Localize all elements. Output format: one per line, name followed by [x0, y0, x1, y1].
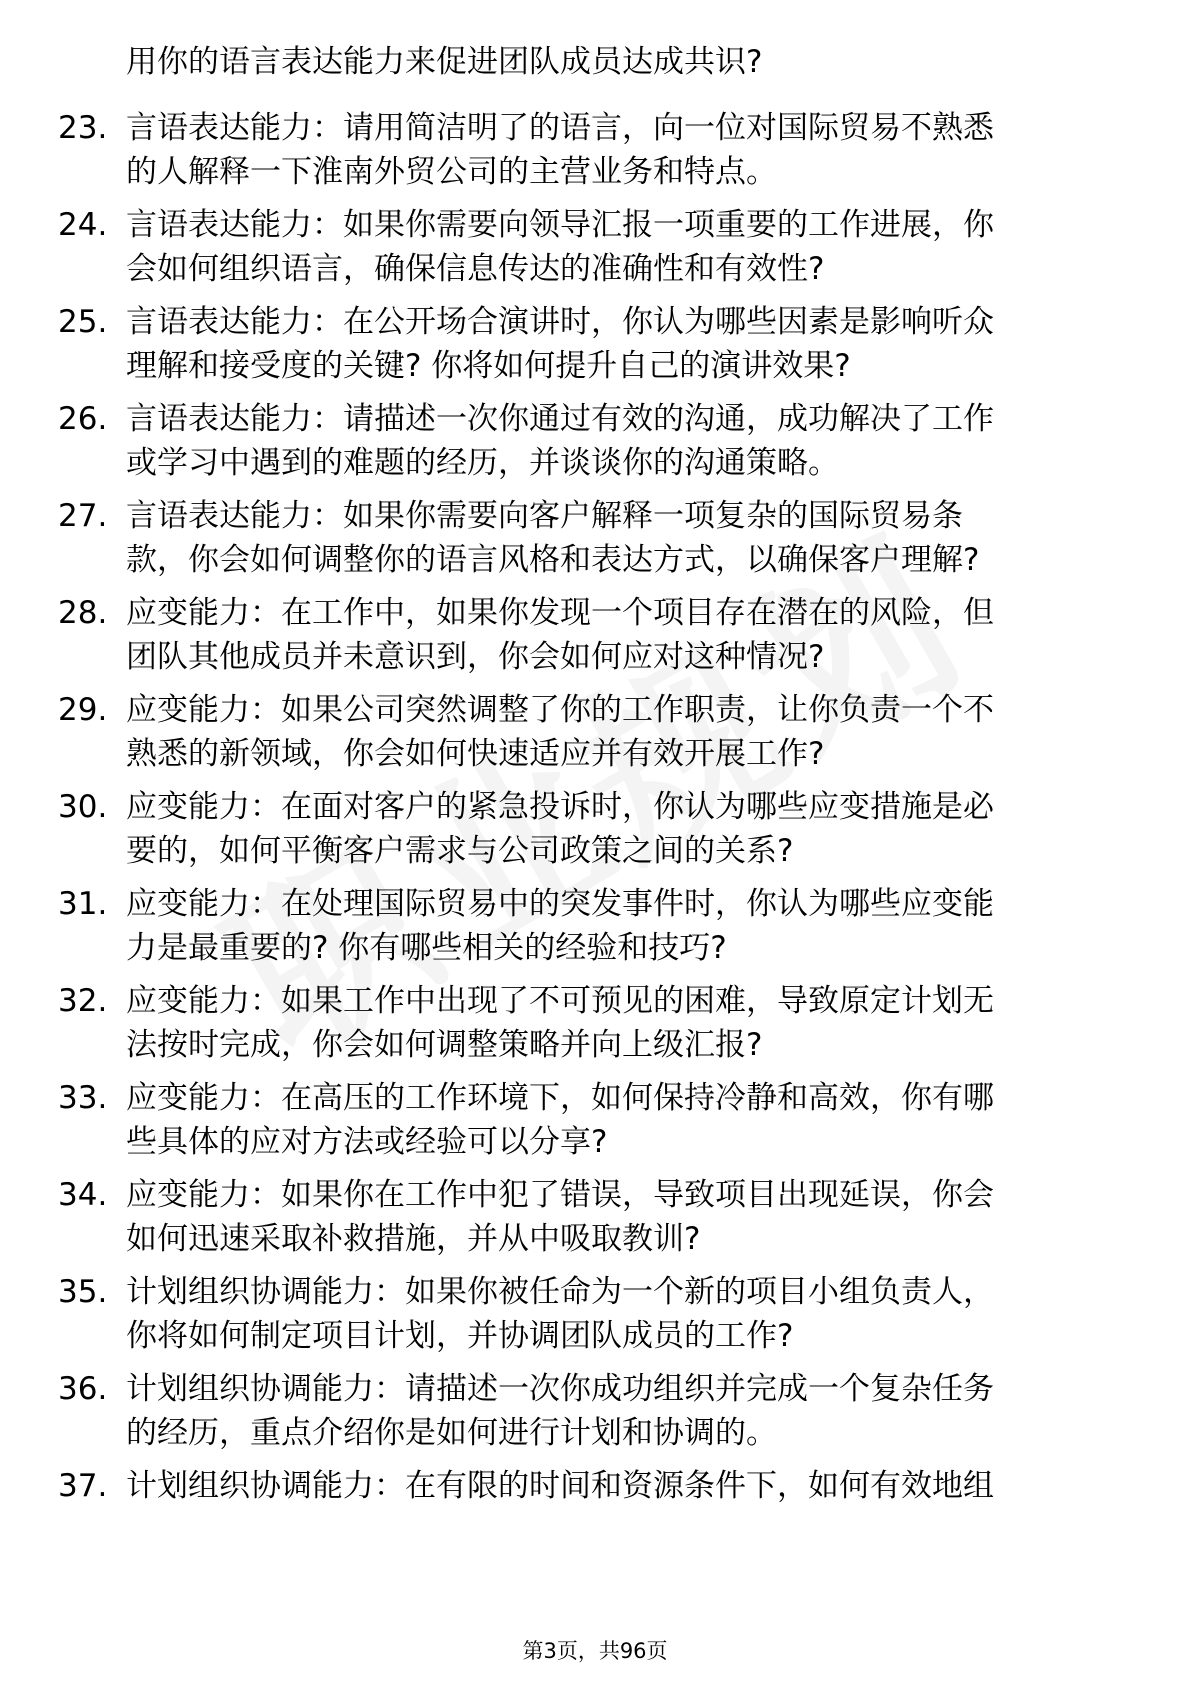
item-number: 30. — [58, 789, 108, 825]
item-line: 计划组织协调能力：在有限的时间和资源条件下，如何有效地组 — [126, 1468, 994, 1504]
item-number: 35. — [58, 1274, 108, 1310]
item-line: 计划组织协调能力：请描述一次你成功组织并完成一个复杂任务 — [126, 1371, 994, 1407]
item-line: 应变能力：在面对客户的紧急投诉时，你认为哪些应变措施是必 — [126, 789, 994, 825]
item-line: 言语表达能力：在公开场合演讲时，你认为哪些因素是影响听众 — [126, 304, 994, 340]
item-number: 34. — [58, 1177, 108, 1213]
list-item — [58, 1173, 1138, 1261]
list-item — [58, 300, 1138, 388]
list-item — [58, 1270, 1138, 1358]
item-line: 你将如何制定项目计划，并协调团队成员的工作? — [126, 1318, 794, 1354]
item-line: 的人解释一下淮南外贸公司的主营业务和特点。 — [126, 154, 777, 190]
item-number: 29. — [58, 692, 108, 728]
item-number: 26. — [58, 401, 108, 437]
item-number: 24. — [58, 207, 108, 243]
list-item — [58, 688, 1138, 776]
list-item — [58, 397, 1138, 485]
item-line: 应变能力：在处理国际贸易中的突发事件时，你认为哪些应变能 — [126, 886, 994, 922]
list-item — [58, 106, 1138, 194]
continuation-text — [58, 40, 1138, 84]
item-line: 应变能力：如果你在工作中犯了错误，导致项目出现延误，你会 — [126, 1177, 994, 1213]
list-item — [58, 1076, 1138, 1164]
item-number: 31. — [58, 886, 108, 922]
item-number: 36. — [58, 1371, 108, 1407]
item-line: 理解和接受度的关键? 你将如何提升自己的演讲效果? — [126, 348, 851, 384]
item-line: 应变能力：在工作中，如果你发现一个项目存在潜在的风险，但 — [126, 595, 994, 631]
list-item — [58, 1367, 1138, 1455]
item-line: 应变能力：如果公司突然调整了你的工作职责，让你负责一个不 — [126, 692, 994, 728]
item-number: 28. — [58, 595, 108, 631]
item-number: 32. — [58, 983, 108, 1019]
item-line: 言语表达能力：请用简洁明了的语言，向一位对国际贸易不熟悉 — [126, 110, 994, 146]
list-item — [58, 494, 1138, 582]
item-line: 要的，如何平衡客户需求与公司政策之间的关系? — [126, 833, 794, 869]
item-line: 应变能力：如果工作中出现了不可预见的困难，导致原定计划无 — [126, 983, 994, 1019]
item-line: 力是最重要的? 你有哪些相关的经验和技巧? — [126, 930, 727, 966]
page-footer: 第3页，共96页 — [522, 1639, 668, 1663]
item-number: 27. — [58, 498, 108, 534]
item-line: 些具体的应对方法或经验可以分享? — [126, 1124, 608, 1160]
item-line: 言语表达能力：请描述一次你通过有效的沟通，成功解决了工作 — [126, 401, 994, 437]
item-line: 或学习中遇到的难题的经历，并谈谈你的沟通策略。 — [126, 445, 839, 481]
list-item — [58, 1464, 1138, 1508]
item-line: 言语表达能力：如果你需要向领导汇报一项重要的工作进展，你 — [126, 207, 994, 243]
item-line: 应变能力：在高压的工作环境下，如何保持冷静和高效，你有哪 — [126, 1080, 994, 1116]
list-item — [58, 591, 1138, 679]
item-line: 计划组织协调能力：如果你被任命为一个新的项目小组负责人， — [126, 1274, 994, 1310]
list-item — [58, 979, 1138, 1067]
item-number: 33. — [58, 1080, 108, 1116]
item-line: 法按时完成，你会如何调整策略并向上级汇报? — [126, 1027, 763, 1063]
item-number: 23. — [58, 110, 108, 146]
item-line: 用你的语言表达能力来促进团队成员达成共识? — [126, 44, 763, 80]
item-number: 25. — [58, 304, 108, 340]
item-line: 款，你会如何调整你的语言风格和表达方式，以确保客户理解? — [126, 542, 980, 578]
list-item — [58, 785, 1138, 873]
item-line: 言语表达能力：如果你需要向客户解释一项复杂的国际贸易条 — [126, 498, 963, 534]
item-line: 会如何组织语言，确保信息传达的准确性和有效性? — [126, 251, 825, 287]
item-line: 的经历，重点介绍你是如何进行计划和协调的。 — [126, 1415, 777, 1451]
item-line: 如何迅速采取补救措施，并从中吸取教训? — [126, 1221, 701, 1257]
list-item — [58, 203, 1138, 291]
list-item — [58, 882, 1138, 970]
item-line: 熟悉的新领域，你会如何快速适应并有效开展工作? — [126, 736, 825, 772]
item-number: 37. — [58, 1468, 108, 1504]
item-line: 团队其他成员并未意识到，你会如何应对这种情况? — [126, 639, 825, 675]
